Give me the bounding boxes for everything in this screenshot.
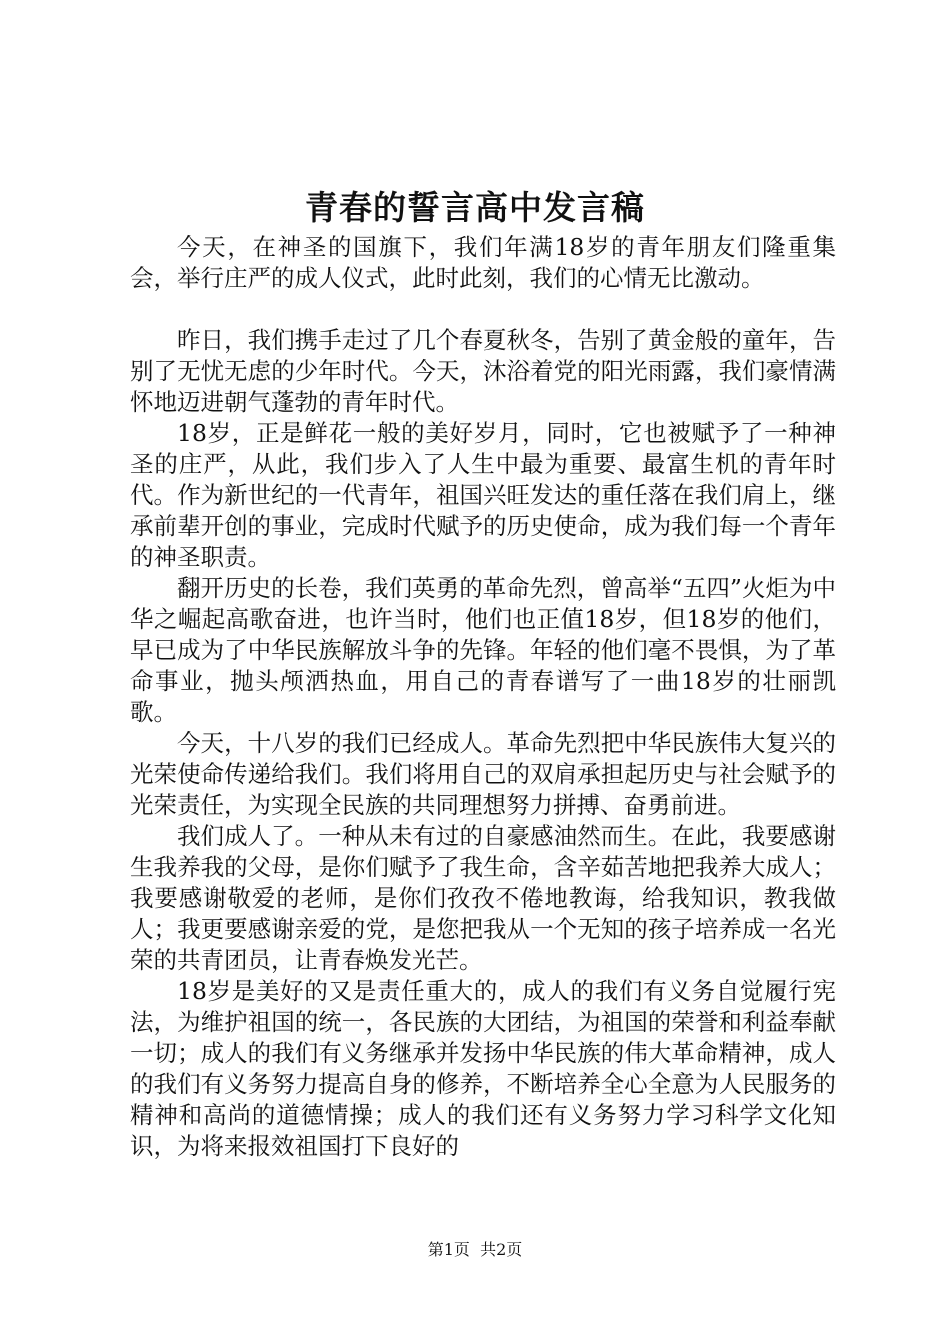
page-number-label: 第1页 共2页	[427, 1240, 523, 1259]
document-title: 青春的誓言高中发言稿	[305, 188, 645, 227]
document-body	[130, 232, 836, 1162]
paragraph-1: 今天，在神圣的国旗下，我们年满18岁的青年朋友们隆重集会，举行庄严的成人仪式，此时此刻，我们的心情无比激动。	[130, 233, 836, 292]
paragraph-4: 翻开历史的长卷，我们英勇的革命先烈，曾高举“五四”火炬为中华之崛起高歌奋进，也许当时，他们也正值18岁，但18岁的他们，早已成为了中华民族解放斗争的先锋。年轻的他们毫不畏惧，为了革命事业，抛头颅洒热血，用自己的青春谱写了一曲18岁的壮丽凯歌。	[130, 574, 836, 726]
paragraph-7: 18岁是美好的又是责任重大的，成人的我们有义务自觉履行宪法，为维护祖国的统一，各民族的大团结，为祖国的荣誉和利益奉献一切；成人的我们有义务继承并发扬中华民族的伟大革命精神，成人的我们有义务努力提高自身的修养，不断培养全心全意为人民服务的精神和高尚的道德情操；成人的我们还有义务努力学习科学文化知识，为将来报效祖国打下良好的	[130, 977, 836, 1160]
paragraph-5: 今天，十八岁的我们已经成人。革命先烈把中华民族伟大复兴的光荣使命传递给我们。我们将用自己的双肩承担起历史与社会赋予的光荣责任，为实现全民族的共同理想努力拼搏、奋勇前进。	[130, 729, 836, 819]
paragraph-3: 18岁，正是鲜花一般的美好岁月，同时，它也被赋予了一种神圣的庄严，从此，我们步入了人生中最为重要、最富生机的青年时代。作为新世纪的一代青年，祖国兴旺发达的重任落在我们肩上，继承前辈开创的事业，完成时代赋予的历史使命，成为我们每一个青年的神圣职责。	[130, 419, 836, 571]
paragraph-6: 我们成人了。一种从未有过的自豪感油然而生。在此，我要感谢生我养我的父母，是你们赋予了我生命，含辛茹苦地把我养大成人；我要感谢敬爱的老师，是你们孜孜不倦地教诲，给我知识，教我做人；我更要感谢亲爱的党，是您把我从一个无知的孩子培养成一名光荣的共青团员，让青春焕发光芒。	[130, 822, 836, 974]
paragraph-2: 昨日，我们携手走过了几个春夏秋冬，告别了黄金般的童年，告别了无忧无虑的少年时代。今天，沐浴着党的阳光雨露，我们豪情满怀地迈进朝气蓬勃的青年时代。	[130, 326, 836, 416]
page-footer	[0, 1240, 950, 1260]
